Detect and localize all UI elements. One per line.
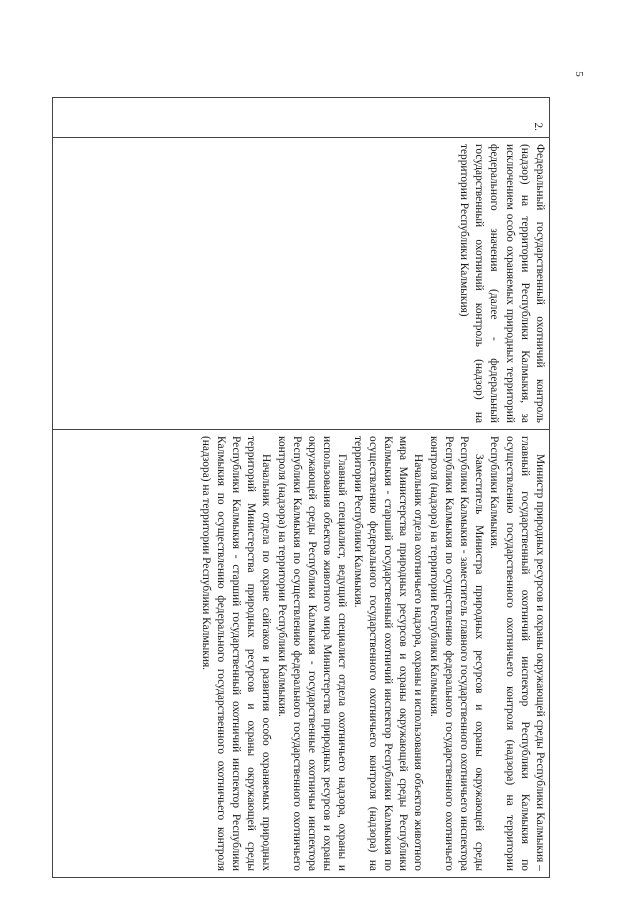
official-paragraph: Заместитель Министра природных ресурсов и охраны окружающей среды Республики Калмыкия - заместитель главного государственного охотничьего инспектора Республики Калмыкия по осуществлению федерального государственного охотничьего контроля (надзора) на территории Республики Калмыкия. [427,436,486,871]
official-paragraph: Главный специалист, ведущий специалист отдела охотничьего надзора, охраны и использования объектов животного мира Министерства природных ресурсов и охраны окружающей среды Республики Калмыкия - государственные охотничьи инспектора Республики Калмыкия по осуществлению федерального государственного охотничьего контроля (надзора) на территории Республики Калмыкия. [275,436,349,871]
table-rotation-wrapper [52,97,550,877]
official-paragraph: Министр природных ресурсов и охраны окружающей среды Республики Калмыкия – главный государственный охотничий инспектор Республики Калмыкия по осуществлению государственного охотничьего контроля (надзора) на территории Республики Калмыкия. [488,436,546,871]
page-number: 5 [572,71,585,77]
function-text: Федеральный государственный охотничий контроль (надзор) на территории Республики Калмыкия, за исключением особо охраняемых природных территорий федерального значения (далее - федеральный государственный охотничий контроль (надзор) на территории Республики Калмыкия) [457,144,546,423]
officials-table [52,97,550,878]
official-paragraph: Начальник отдела по охране сайгаков и развития особо охраняемых природных территорий Министерства природных ресурсов и охраны окружающей среды Республики Калмыкия - старший государственный охотничий инспектор Республики Калмыкия по осуществлению федерального государственного охотничьего контроля (надзора) на территории Республики Калмыкия. [199,436,273,871]
officials-cell [53,430,550,878]
rotated-table-container [52,97,550,877]
row-number-cell: 2. [53,98,550,138]
official-paragraph: Начальник отдела охотничьего надзора, охраны и использования объектов животного мира Министерства природных ресурсов и охраны окружающей среды Республики Калмыкия - старший государственный охотничий инспектор Республики Калмыкия по осуществлению федерального государственного охотничьего контроля (надзора) на территории Республики Калмыкия. [351,436,425,871]
table-row [53,98,550,878]
function-cell [53,138,550,430]
